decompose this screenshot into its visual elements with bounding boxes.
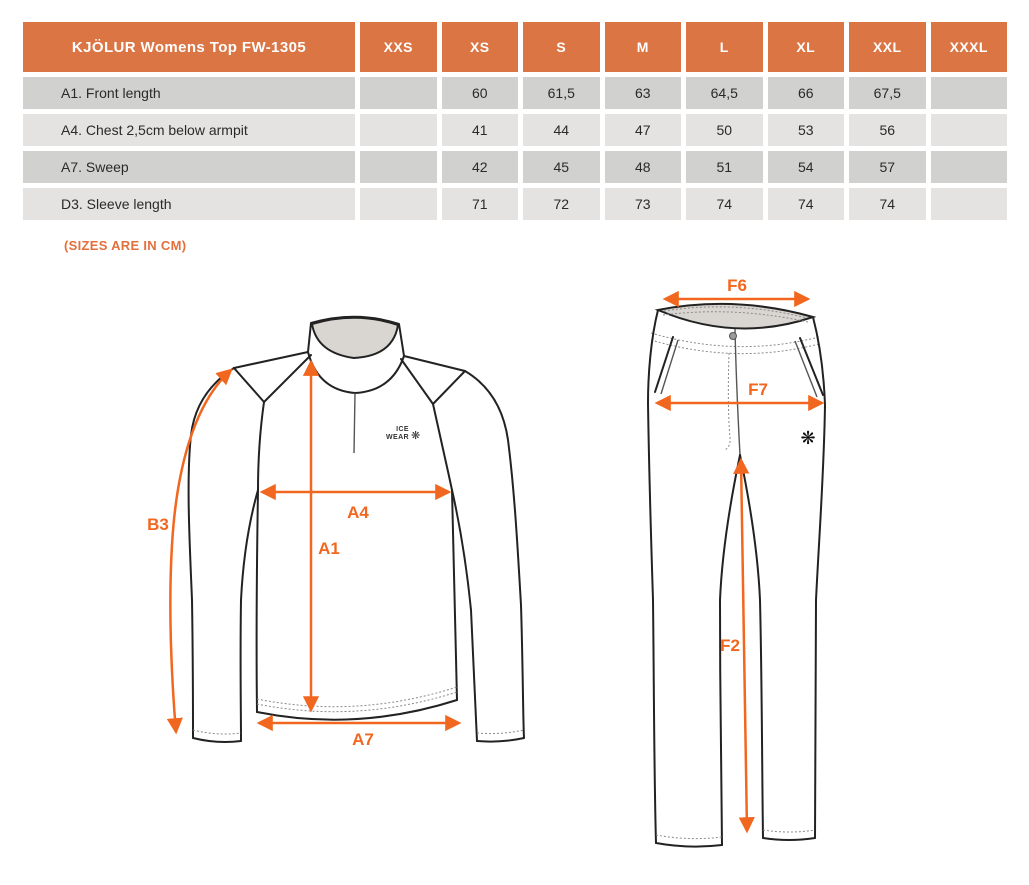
size-header-m: M <box>605 22 682 72</box>
womens-top-diagram <box>130 290 562 765</box>
right-yoke-panel <box>401 359 465 404</box>
size-cell <box>931 77 1008 109</box>
right-cuff <box>477 738 524 742</box>
f7-label: F7 <box>748 380 768 399</box>
left-shoulder-seam <box>234 352 308 368</box>
f2-arrow <box>741 460 747 831</box>
size-cell: 54 <box>768 151 845 183</box>
size-cell: 42 <box>442 151 519 183</box>
size-header-xxl: XXL <box>849 22 926 72</box>
a1-label: A1 <box>318 539 340 558</box>
size-cell: 60 <box>442 77 519 109</box>
size-cell: 44 <box>523 114 600 146</box>
right-cuff-stitch <box>477 730 524 734</box>
row-label: D3. Sleeve length <box>23 188 355 220</box>
left-sleeve-inner <box>241 490 258 741</box>
hem-stitch-2 <box>257 687 457 707</box>
size-cell <box>931 151 1008 183</box>
center-front-seam <box>735 329 740 455</box>
size-cell: 74 <box>768 188 845 220</box>
snowflake-icon: ❋ <box>800 428 816 448</box>
sizes-unit-note: (SIZES ARE IN CM) <box>64 238 187 253</box>
icewear-logo <box>386 426 420 442</box>
size-cell: 57 <box>849 151 926 183</box>
size-header-s: S <box>523 22 600 72</box>
size-cell <box>360 77 437 109</box>
right-hem <box>763 838 815 840</box>
size-header-l: L <box>686 22 763 72</box>
hem <box>257 700 457 720</box>
size-cell: 67,5 <box>849 77 926 109</box>
f6-label: F6 <box>727 276 747 295</box>
row-label: A7. Sweep <box>23 151 355 183</box>
size-header-xxs: XXS <box>360 22 437 72</box>
right-pocket-stitch <box>795 341 817 397</box>
size-cell <box>360 114 437 146</box>
f2-label: F2 <box>720 636 740 655</box>
size-cell: 63 <box>605 77 682 109</box>
right-shoulder-seam <box>404 356 465 371</box>
body-left-seam <box>257 490 258 712</box>
size-cell: 53 <box>768 114 845 146</box>
size-cell: 45 <box>523 151 600 183</box>
size-cell <box>360 151 437 183</box>
a4-label: A4 <box>347 503 369 522</box>
size-cell: 74 <box>849 188 926 220</box>
pants-measurements <box>657 276 822 831</box>
size-cell: 66 <box>768 77 845 109</box>
logo-text-line2: WEAR <box>386 434 409 441</box>
size-cell: 72 <box>523 188 600 220</box>
waist-button <box>730 333 737 340</box>
right-hem-stitch <box>763 830 815 832</box>
size-cell: 64,5 <box>686 77 763 109</box>
b3-label: B3 <box>147 515 169 534</box>
size-header-xxxl: XXXL <box>931 22 1008 72</box>
pants-sketch <box>648 304 825 847</box>
size-header-xl: XL <box>768 22 845 72</box>
row-label: A1. Front length <box>23 77 355 109</box>
waistband-top <box>658 304 813 329</box>
size-cell <box>931 188 1008 220</box>
a7-label: A7 <box>352 730 374 749</box>
left-cuff-stitch <box>193 730 241 734</box>
row-label: A4. Chest 2,5cm below armpit <box>23 114 355 146</box>
left-hem-stitch <box>656 835 722 839</box>
size-table <box>23 22 1007 220</box>
collar-inner-shade <box>312 318 398 358</box>
left-cuff <box>193 738 241 742</box>
snowflake-icon: ❋ <box>411 430 421 442</box>
zipper-line <box>354 393 355 453</box>
size-cell: 48 <box>605 151 682 183</box>
b3-arrow <box>170 370 231 732</box>
top-sketch <box>189 317 524 742</box>
pants-diagram <box>618 273 903 865</box>
table-title: KJÖLUR Womens Top FW-1305 <box>23 22 355 72</box>
right-raglan-seam <box>433 404 452 490</box>
logo-text-line1: ICE <box>396 426 409 433</box>
size-cell: 61,5 <box>523 77 600 109</box>
size-cell: 51 <box>686 151 763 183</box>
body-right-seam <box>452 490 457 700</box>
size-cell: 56 <box>849 114 926 146</box>
left-raglan-seam <box>258 402 264 490</box>
left-yoke-panel <box>234 355 311 402</box>
size-cell: 71 <box>442 188 519 220</box>
size-cell: 47 <box>605 114 682 146</box>
size-cell: 41 <box>442 114 519 146</box>
size-cell: 73 <box>605 188 682 220</box>
size-cell <box>931 114 1008 146</box>
size-cell: 50 <box>686 114 763 146</box>
size-cell: 74 <box>686 188 763 220</box>
left-hem <box>656 843 722 847</box>
size-header-xs: XS <box>442 22 519 72</box>
size-cell <box>360 188 437 220</box>
fly-stitch <box>725 353 730 450</box>
